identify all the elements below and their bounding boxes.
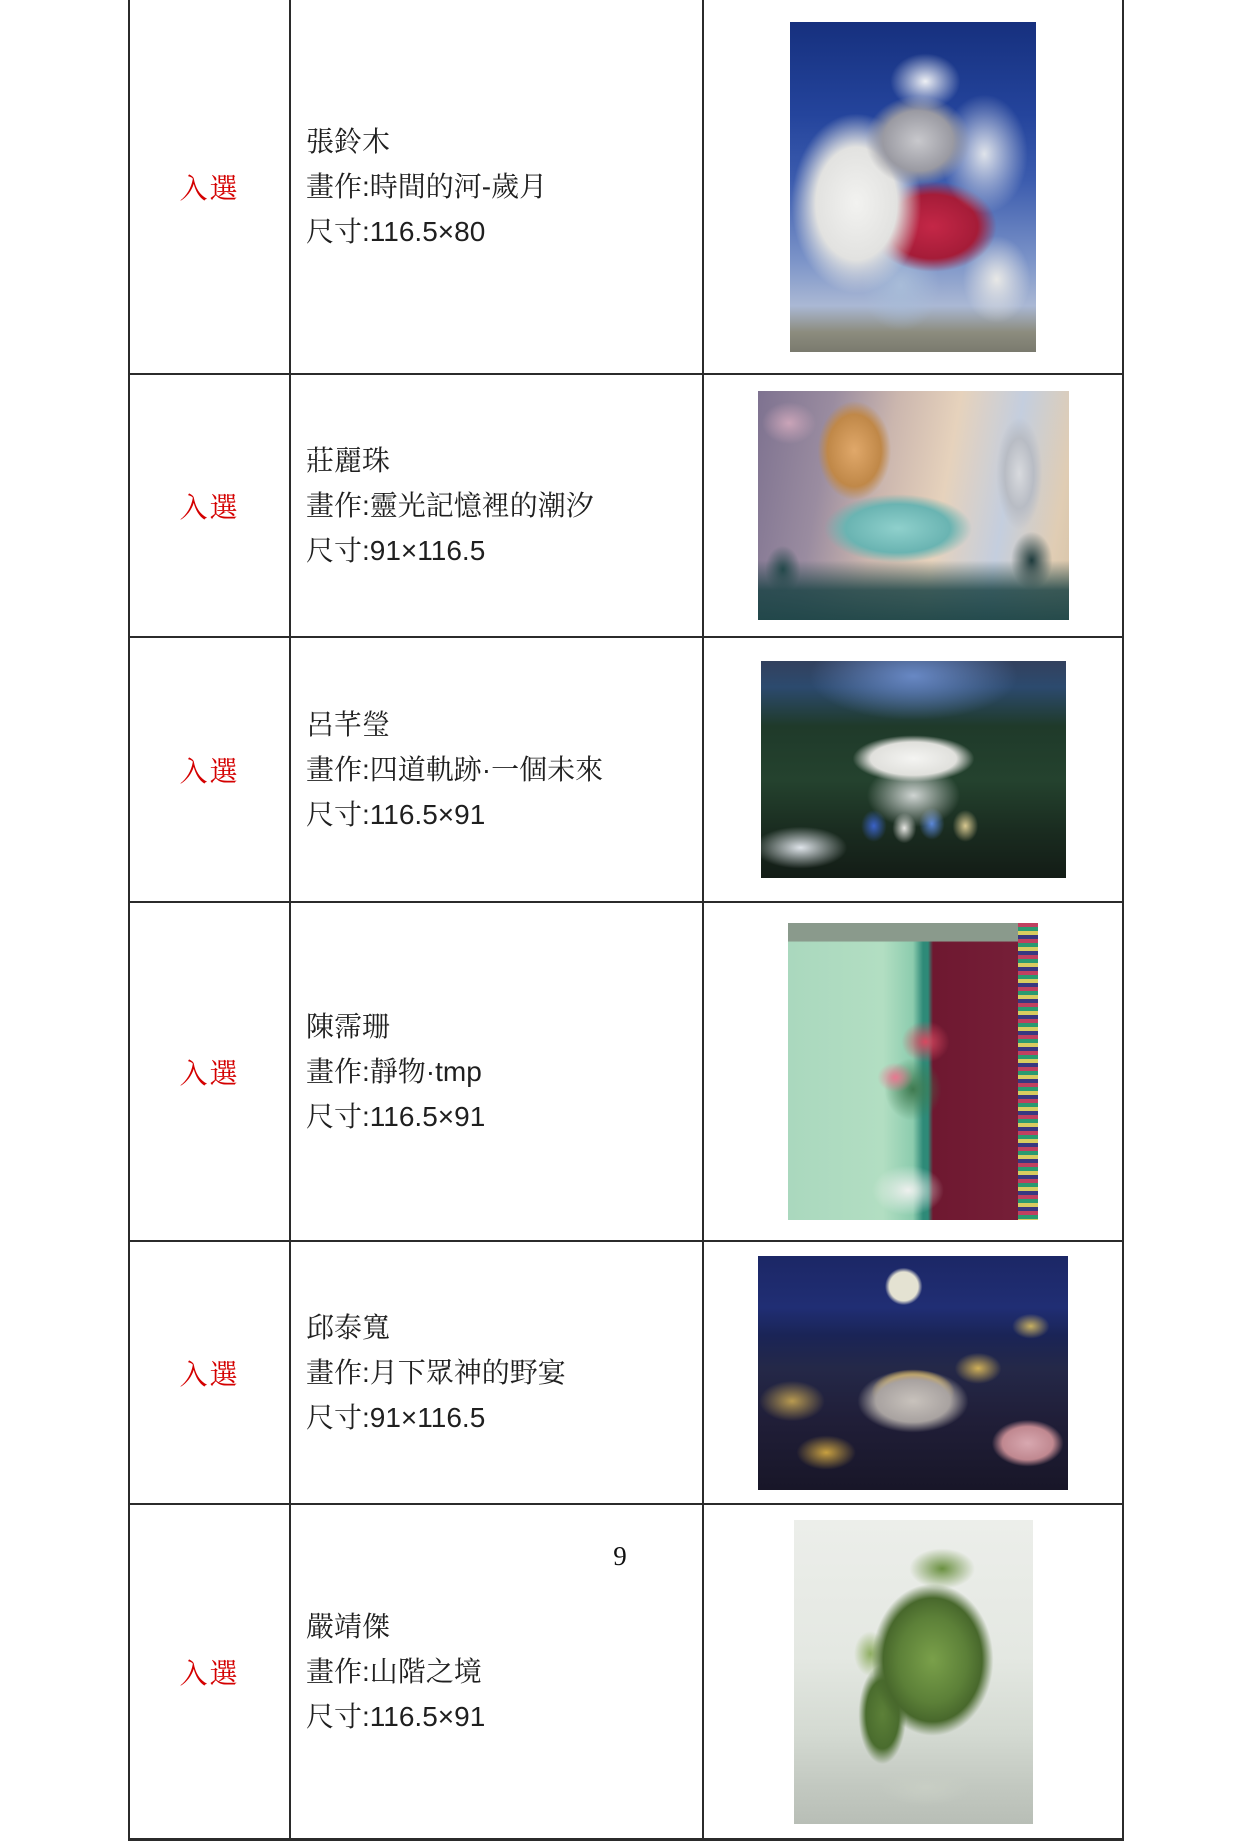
artwork-image-interior-lighthouse [758,391,1069,620]
artist-name: 張鈴木 [306,126,391,157]
status-badge: 入選 [179,1657,240,1689]
status-badge: 入選 [179,1358,240,1390]
artist-name: 陳霈珊 [306,1011,391,1042]
artwork-size-line: 尺寸:116.5×91 [306,1701,486,1732]
status-cell [130,375,291,636]
info-cell [291,1242,704,1503]
status-badge: 入選 [179,1057,240,1089]
artwork-title-line: 畫作:時間的河-歲月 [306,171,548,202]
table-row [130,375,1122,638]
artist-name: 莊麗珠 [306,445,391,476]
artwork-title-line: 畫作:靈光記憶裡的潮汐 [306,490,594,521]
info-cell [291,903,704,1240]
artwork-title-line: 畫作:四道軌跡·一個未來 [306,754,604,785]
artwork-size-line: 尺寸:116.5×91 [306,799,486,830]
image-cell [704,0,1122,373]
info-cell [291,638,704,901]
status-cell [130,903,291,1240]
artwork-title-line: 畫作:山階之境 [306,1656,482,1687]
table-row [130,0,1122,375]
table-row [130,638,1122,903]
artist-name: 邱泰寬 [306,1312,391,1343]
info-cell [291,0,704,373]
image-cell [704,375,1122,636]
artwork-size-line: 尺寸:91×116.5 [306,535,486,566]
artwork-size-line: 尺寸:116.5×91 [306,1101,486,1132]
status-cell [130,0,291,373]
status-badge: 入選 [179,755,240,787]
page-number: 9 [613,1541,627,1571]
artwork-image-moonlit-feast [758,1256,1068,1490]
artwork-image-clothes-gears [790,22,1036,352]
artist-name: 嚴靖傑 [306,1611,391,1642]
status-cell [130,1242,291,1503]
artwork-title-line: 畫作:靜物·tmp [306,1056,482,1087]
status-badge: 入選 [179,172,240,204]
table-row [130,1242,1122,1505]
artwork-size-line: 尺寸:116.5×80 [306,216,486,247]
artwork-title-line: 畫作:月下眾神的野宴 [306,1357,566,1388]
image-cell [704,1242,1122,1503]
image-cell [704,903,1122,1240]
status-cell [130,638,291,901]
artwork-size-line: 尺寸:91×116.5 [306,1402,486,1433]
artwork-image-carousel-horses [761,661,1066,878]
status-badge: 入選 [179,491,240,523]
image-cell [704,638,1122,901]
artwork-image-glitch-still-life [788,923,1038,1220]
table-row [130,903,1122,1242]
artist-name: 呂芊瑩 [306,709,391,740]
info-cell [291,375,704,636]
